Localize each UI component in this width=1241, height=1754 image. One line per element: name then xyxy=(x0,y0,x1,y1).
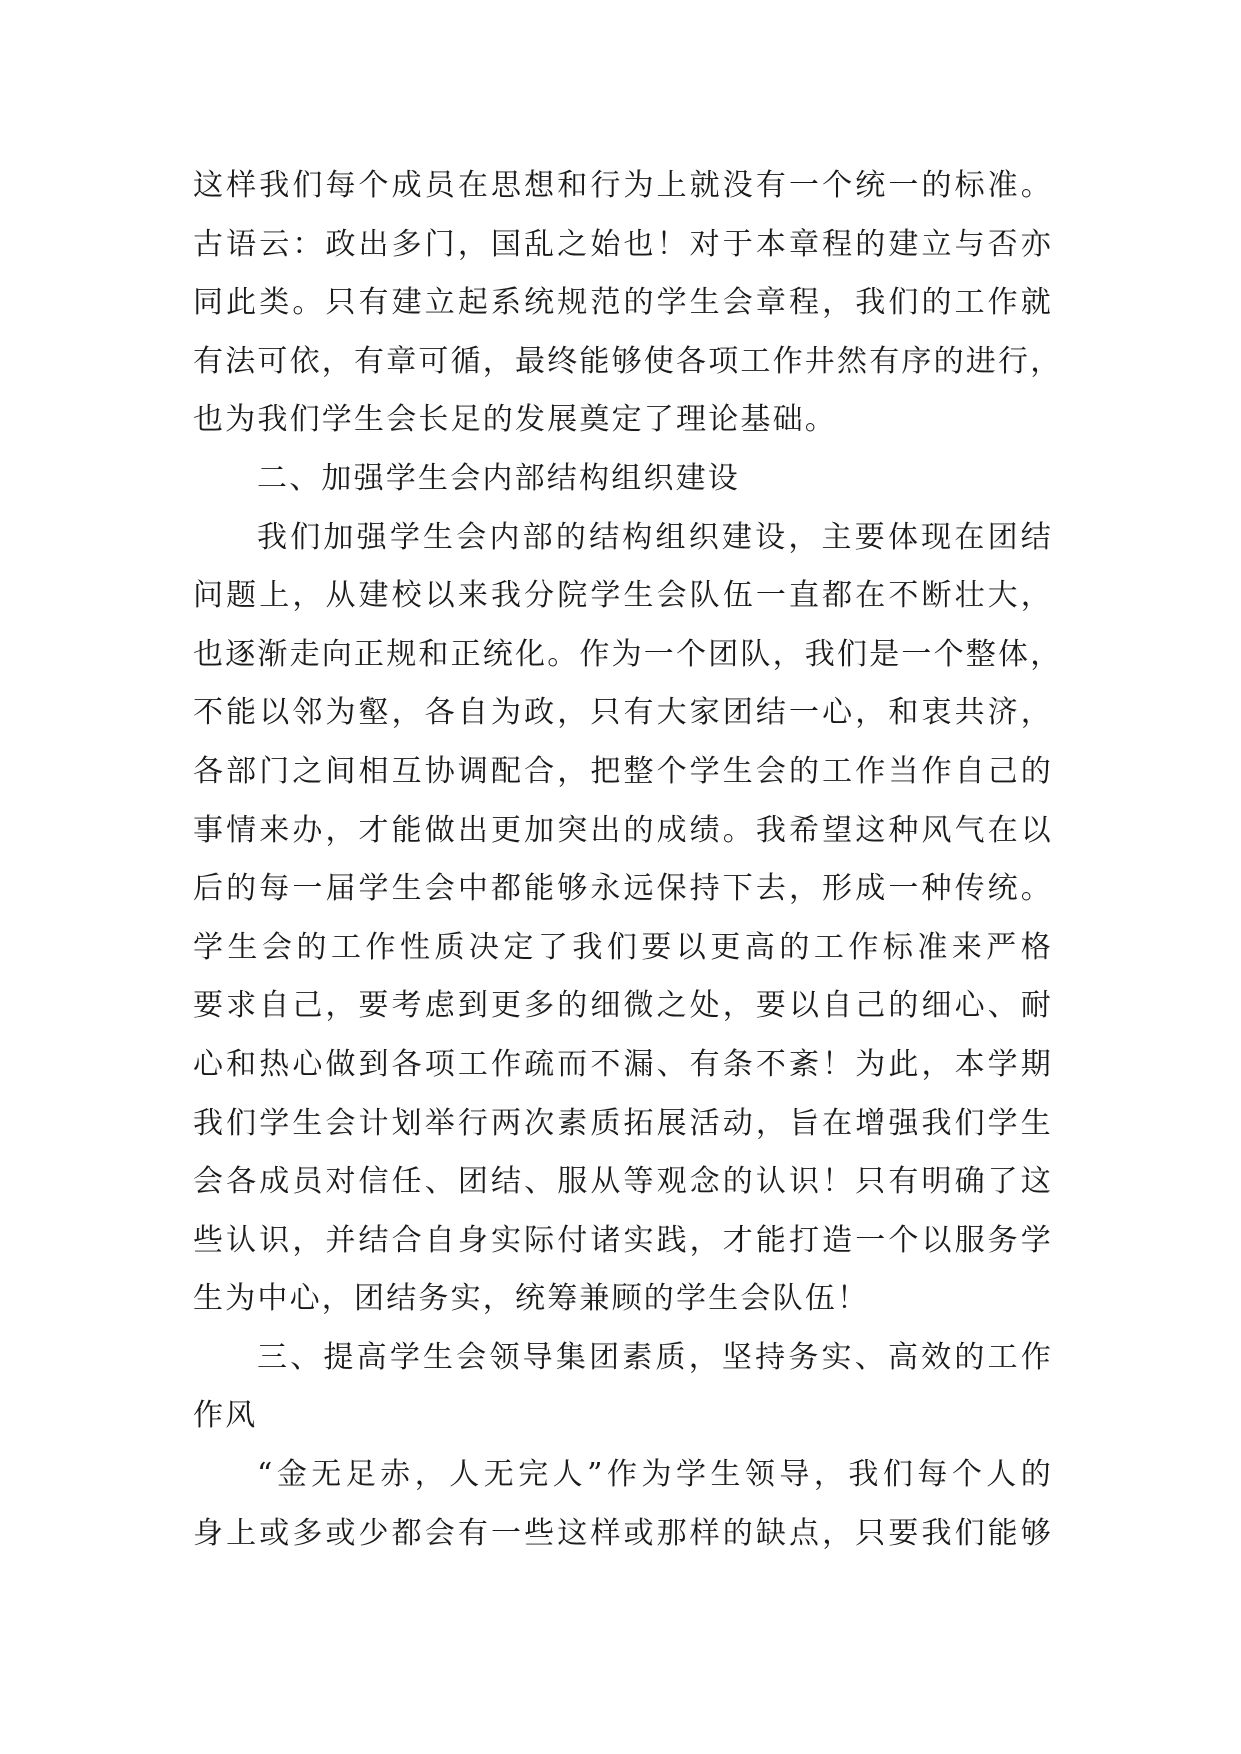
text-line: 我们学生会计划举行两次素质拓展活动，旨在增强我们学生 xyxy=(193,1105,1053,1141)
text-line: 学生会的工作性质决定了我们要以更高的工作标准来严格 xyxy=(193,929,1053,965)
text-line: 要求自己，要考虑到更多的细微之处，要以自己的细心、耐 xyxy=(193,988,1053,1024)
text-line: 三、提高学生会领导集团素质，坚持务实、高效的工作 xyxy=(257,1339,1053,1375)
text-line: “金无足赤，人无完人”作为学生领导，我们每个人的 xyxy=(257,1457,1053,1493)
text-line: 事情来办，才能做出更加突出的成绩。我希望这种风气在以 xyxy=(193,812,1053,848)
text-line: 后的每一届学生会中都能够永远保持下去，形成一种传统。 xyxy=(193,871,1053,907)
text-line: 古语云：政出多门，国乱之始也！对于本章程的建立与否亦 xyxy=(193,226,1053,262)
text-line: 作风 xyxy=(193,1398,258,1434)
text-line: 同此类。只有建立起系统规范的学生会章程，我们的工作就 xyxy=(193,285,1053,321)
text-line: 各部门之间相互协调配合，把整个学生会的工作当作自己的 xyxy=(193,753,1053,789)
text-line: 心和热心做到各项工作疏而不漏、有条不紊！为此，本学期 xyxy=(193,1046,1053,1082)
text-line: 些认识，并结合自身实际付诸实践，才能打造一个以服务学 xyxy=(193,1222,1053,1258)
text-line: 身上或多或少都会有一些这样或那样的缺点，只要我们能够 xyxy=(193,1515,1053,1551)
text-line: 有法可依，有章可循，最终能够使各项工作井然有序的进行， xyxy=(193,343,1063,379)
text-line: 会各成员对信任、团结、服从等观念的认识！只有明确了这 xyxy=(193,1164,1053,1200)
text-line: 我们加强学生会内部的结构组织建设，主要体现在团结 xyxy=(257,519,1053,555)
text-line: 二、加强学生会内部结构组织建设 xyxy=(257,460,740,496)
text-line: 这样我们每个成员在思想和行为上就没有一个统一的标准。 xyxy=(193,168,1053,203)
text-line: 问题上，从建校以来我分院学生会队伍一直都在不断壮大， xyxy=(193,578,1053,614)
text-line: 生为中心，团结务实，统筹兼顾的学生会队伍！ xyxy=(193,1281,870,1317)
text-line: 也为我们学生会长足的发展奠定了理论基础。 xyxy=(193,402,837,438)
document-body xyxy=(193,157,1063,1563)
text-line: 也逐渐走向正规和正统化。作为一个团队，我们是一个整体， xyxy=(193,636,1063,672)
text-line: 不能以邻为壑，各自为政，只有大家团结一心，和衷共济， xyxy=(193,695,1053,731)
